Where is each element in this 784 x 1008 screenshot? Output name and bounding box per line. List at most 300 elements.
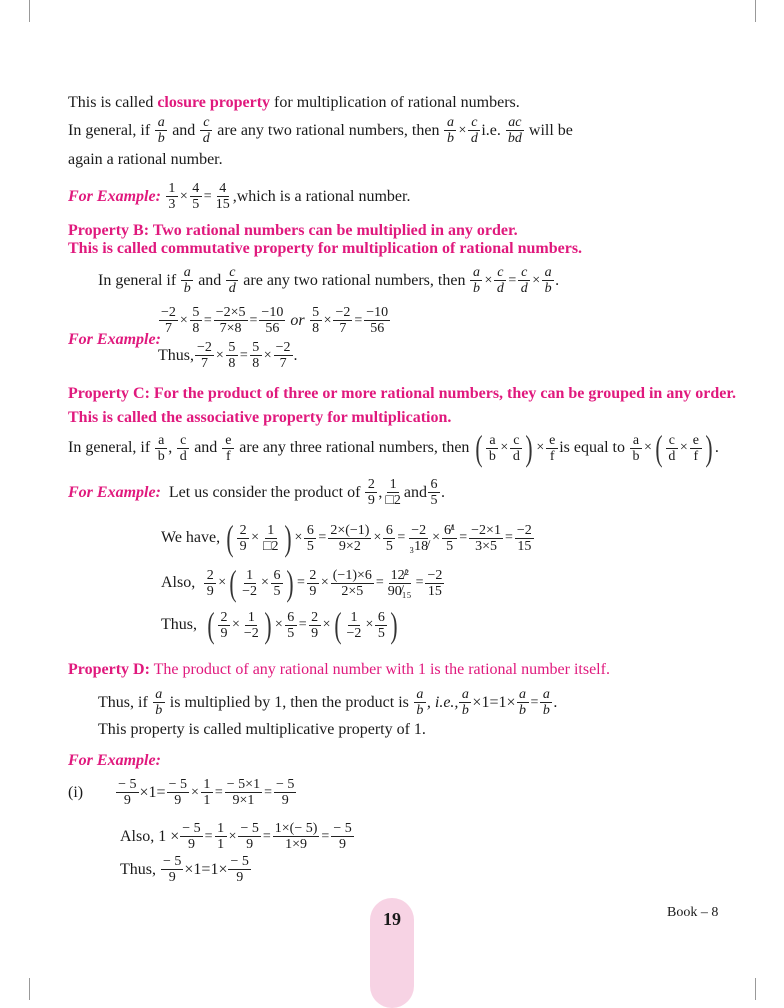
text-run: and [403,483,427,501]
numerator: 2×(−1) [330,522,370,538]
denominator: b [446,131,454,146]
fraction [226,340,238,371]
text-run: again a rational number. [68,151,223,168]
highlighted-text: Property D: [68,661,150,678]
example-label: For Example: [68,752,161,769]
fraction [200,115,212,146]
parenthesized-group [205,607,274,643]
denominator: 5 [192,197,200,212]
text-run: and [194,271,226,289]
identity-example-thus [120,854,252,885]
denominator: 7×8 [219,321,242,336]
parenthesized-group [473,430,535,466]
crop-mark [755,0,756,22]
math-operator: × [373,530,382,545]
fraction [153,687,165,718]
identity-general [98,687,557,718]
denominator: 9 [236,870,244,885]
text-run: ×1= [139,783,166,801]
text-run: In general, if [68,439,155,456]
denominator: 8 [192,321,200,336]
highlighted-text: closure property [157,94,271,111]
math-operator: × [232,617,240,632]
numerator: c [226,265,238,281]
denominator: b [472,281,480,296]
fraction [470,265,482,296]
numerator: a [540,687,552,703]
denominator: 5 [446,538,454,554]
denominator: 7 [279,356,287,371]
denominator: d [512,448,520,464]
fraction [328,523,371,554]
denominator: −2 [346,625,362,641]
property-d-heading [68,661,610,679]
numerator: −2 [427,567,443,583]
denominator: 1 [217,837,225,852]
left-paren: ( [207,605,215,645]
crop-mark [29,978,30,1000]
fraction [414,687,426,718]
denominator: 9 [239,538,247,554]
fraction [190,305,202,336]
example-label: For Example: [68,483,161,501]
numerator: 12̸² [390,567,409,583]
math-operator: × [179,312,188,328]
numerator: 6 [383,523,395,539]
denominator: b [416,703,424,718]
fraction [506,115,524,146]
numerator: a [153,687,165,703]
numerator: a [444,115,456,131]
denominator: f [225,448,231,464]
fraction [442,523,457,554]
math-operator: × [215,347,224,363]
text-run: will be [524,121,573,139]
math-operator: = [530,694,539,710]
numerator: 1×(− 5) [274,821,318,836]
numerator: − 5×1 [226,777,261,792]
fraction [215,821,227,852]
right-paren: ) [390,605,398,645]
identity-example-i [68,777,297,808]
text-run: . [555,271,560,289]
numerator: 2 [204,568,216,584]
text-run: Thus, [120,860,160,878]
highlighted-text: This is called the associative property for multiplication. [68,409,452,426]
associative-example-intro [68,477,445,508]
denominator: 8 [228,356,236,371]
math-operator: = [296,575,305,590]
math-operator: = [375,575,384,590]
numerator: c [177,433,189,449]
math-operator: × [484,272,493,288]
text-run: is equal to [559,439,629,456]
text-run: Thus, [158,346,194,364]
denominator: 56 [265,321,280,336]
denominator: 9 [187,837,195,852]
numerator: 1 [387,477,399,493]
math-operator: = [262,828,271,844]
math-operator: × [532,272,541,288]
math-operator: × [679,440,688,455]
denominator: b [632,448,640,464]
text-run: ,which is a rational number. [232,187,411,205]
fraction [386,568,414,599]
associative-thus [161,607,400,643]
fraction [546,433,558,464]
denominator: b [157,131,165,146]
fraction [242,610,261,641]
fraction [261,523,280,554]
text-run: ×1=1× [184,860,228,878]
math-operator: × [190,784,199,800]
text-run: , [378,483,383,501]
numerator: 1 [265,523,277,539]
numerator: 5 [190,305,202,321]
fraction [250,340,262,371]
text-run: are any two rational numbers, then [213,121,444,139]
italic-text: , i.e., [426,693,459,711]
math-operator: × [458,122,467,138]
text-run: Also, 1 × [120,827,180,845]
numerator: c [518,265,530,281]
crop-mark [29,0,30,22]
numerator: a [486,433,498,449]
text-run: ×1=1× [472,693,516,711]
denominator: 5 [377,625,385,641]
example-label: For Example: [68,187,161,205]
numerator: a [517,687,529,703]
numerator: 6 [428,477,440,493]
denominator: 9 [339,837,347,852]
fraction [515,523,534,554]
math-operator: = [459,530,468,545]
math-operator: × [218,575,227,590]
property-b-subheading [68,240,582,258]
denominator: 1×9 [285,837,308,852]
denominator: 5 [306,538,314,554]
text-run: for multiplication of rational numbers. [270,94,520,111]
numerator: 1 [245,610,257,626]
fraction [155,115,167,146]
commutative-example-label [68,331,161,349]
text-run: In general if [98,271,181,289]
text-run: Thus, if [98,693,152,711]
right-paren: ) [264,605,272,645]
denominator: 9 [206,583,214,599]
numerator: −10 [261,305,284,320]
denominator: bd [507,131,522,146]
denominator: 15 [517,538,532,554]
fraction [331,568,374,599]
fraction [273,821,320,852]
closure-general-statement [68,115,573,146]
fraction [510,433,522,464]
right-paren: ) [283,518,292,558]
math-operator: = [203,312,212,328]
text-run: are any three rational numbers, then [235,439,474,456]
commutative-example-eq [158,305,391,336]
denominator: b [542,703,550,718]
closure-property-text [68,94,520,112]
fraction [204,568,216,599]
denominator: f [693,448,699,464]
denominator: ₃18̸ [409,538,429,554]
associative-general [68,430,719,466]
denominator: 9 [311,625,319,641]
property-c-heading [68,385,736,403]
numerator: a [542,265,554,281]
numerator: − 5 [163,854,182,869]
denominator: 9 [174,793,182,808]
denominator: b [157,448,165,464]
math-operator: × [320,575,329,590]
fraction [444,115,456,146]
fraction [237,523,249,554]
identity-example-label [68,752,161,770]
math-operator: = [504,530,513,545]
numerator: (−1)×6 [332,567,372,583]
fraction [494,265,506,296]
text-run: Also, [161,574,204,591]
math-operator: × [263,347,272,363]
fraction [225,777,262,808]
numerator: − 5 [118,777,137,792]
numerator: − 5 [230,854,249,869]
numerator: − 5 [333,821,352,836]
fraction [310,305,322,336]
numerator: 2 [309,610,321,626]
parenthesized-group [332,607,401,643]
denominator: d [179,448,187,464]
denominator: 9 [220,625,228,641]
numerator: − 5 [182,821,201,836]
left-paren: ( [475,428,484,468]
identity-property-name [98,721,426,739]
fraction [425,568,444,599]
fraction [486,433,498,464]
fraction [195,340,214,371]
text-run: (i) [68,783,116,801]
commutative-example-thus [158,340,298,371]
numerator: 2 [307,568,319,584]
numerator: a [155,115,167,131]
numerator: 4 [217,181,229,197]
numerator: 4 [190,181,202,197]
fraction [218,610,230,641]
numerator: 1 [348,610,360,626]
math-operator: = [204,828,213,844]
numerator: 2 [365,477,377,493]
closure-example [68,181,410,212]
parenthesized-group [653,430,715,466]
denominator: −2 [243,625,259,641]
numerator: 1 [166,181,178,197]
denominator: 9 [123,793,131,808]
math-operator: × [251,530,260,545]
numerator: 2 [237,523,249,539]
denominator: d [496,281,504,296]
numerator: −2 [197,340,212,355]
numerator: −2×1 [471,522,501,538]
numerator: ac [508,115,522,130]
pink-text: The product of any rational number with 1 is the rational number itself. [149,661,610,678]
right-paren: ) [525,428,533,468]
denominator: 90̸₁₅ [387,583,412,599]
fraction [271,568,283,599]
text-run: , [168,439,177,456]
denominator: 9 [367,493,375,508]
math-operator: = [354,312,363,328]
associative-also [161,565,445,601]
denominator: 9 [246,837,254,852]
denominator: b [183,281,191,296]
fraction [459,687,471,718]
left-paren: ( [655,428,663,468]
text-run: i.e. [481,121,505,139]
numerator: c [666,433,678,449]
numerator: −10 [366,305,389,320]
text-run: . [714,439,719,456]
math-operator: × [261,575,269,590]
fraction [333,305,352,336]
fraction [190,181,202,212]
fraction [331,821,353,852]
numerator: −2 [516,522,532,538]
text-run: This property is called multiplicative property of 1. [98,721,426,738]
math-operator: = [203,188,212,204]
denominator: −2 [242,583,258,599]
text-run: . [293,346,298,364]
denominator: □2 [385,493,401,508]
denominator: 5 [287,625,295,641]
denominator: b [519,703,526,718]
math-operator: × [228,828,237,844]
denominator: 2×5 [341,583,364,599]
numerator: 1 [215,821,227,837]
numerator: 1 [244,568,256,584]
denominator: b [488,448,496,464]
denominator: 7 [164,321,172,336]
denominator: 5 [430,493,438,508]
numerator: e [222,433,234,449]
fraction [180,821,202,852]
example-label: For Example: [68,331,161,348]
numerator: a [181,265,193,281]
fraction [166,181,178,212]
numerator: −2×5 [215,305,246,320]
numerator: −2 [411,522,427,538]
fraction [364,305,390,336]
denominator: d [470,131,478,146]
fraction [309,610,321,641]
numerator: e [546,433,558,449]
numerator: a [414,687,426,703]
numerator: 2 [218,610,230,626]
fraction [383,477,402,508]
fraction [469,523,503,554]
fraction [214,305,248,336]
fraction [161,854,183,885]
numerator: c [200,115,212,131]
denominator: 9 [309,583,317,599]
denominator: 8 [252,356,260,371]
denominator: 5 [385,538,393,554]
numerator: a [459,687,471,703]
math-operator: × [536,440,545,455]
text-run: are any two rational numbers, then [239,271,470,289]
math-operator: = [508,272,517,288]
math-operator: = [321,828,330,844]
denominator: d [202,131,210,146]
numerator: e [690,433,702,449]
denominator: 15 [427,583,442,599]
numerator: −2 [335,305,351,320]
left-paren: ( [229,563,237,603]
math-operator: = [397,530,406,545]
fraction [240,568,259,599]
denominator: 1 [203,793,211,808]
numerator: 6 [304,523,316,539]
math-operator: × [294,530,303,545]
math-operator: = [239,347,248,363]
right-paren: ) [286,563,294,603]
denominator: 3 [168,197,176,212]
identity-example-also [120,821,355,852]
text-run: Thus, [161,616,205,633]
fraction [375,610,387,641]
math-operator: × [323,312,332,328]
math-operator: × [179,188,188,204]
math-operator: = [318,530,327,545]
numerator: 6 [285,610,297,626]
right-paren: ) [705,428,713,468]
fraction [383,523,395,554]
associative-we-have [161,520,535,556]
math-operator: = [298,617,307,632]
fraction [177,433,189,464]
book-label: Book – 8 [667,905,719,920]
text-run: and [168,121,200,139]
denominator: d [668,448,676,464]
math-operator: × [322,617,331,632]
math-operator: × [274,617,283,632]
numerator: 5 [250,340,262,356]
numerator: −2 [161,305,176,320]
math-operator: = [249,312,258,328]
math-operator: × [432,530,441,545]
fraction [428,477,440,508]
fraction [468,115,480,146]
fraction [518,265,530,296]
highlighted-text: Property B: Two rational numbers can be multiplied in any order. [68,222,518,239]
denominator: 5 [273,583,281,599]
property-c-subheading [68,409,451,427]
denominator: 9×2 [338,538,361,554]
denominator: 7 [339,321,347,336]
fraction [228,854,250,885]
denominator: d [520,281,528,296]
math-operator: × [365,617,374,632]
math-operator: = [415,575,424,590]
closure-general-continuation [68,151,223,169]
fraction [159,305,178,336]
text-run: In general, if [68,121,155,139]
page-number: 19 [383,909,401,929]
fraction [345,610,364,641]
fraction [540,687,552,718]
fraction [259,305,285,336]
